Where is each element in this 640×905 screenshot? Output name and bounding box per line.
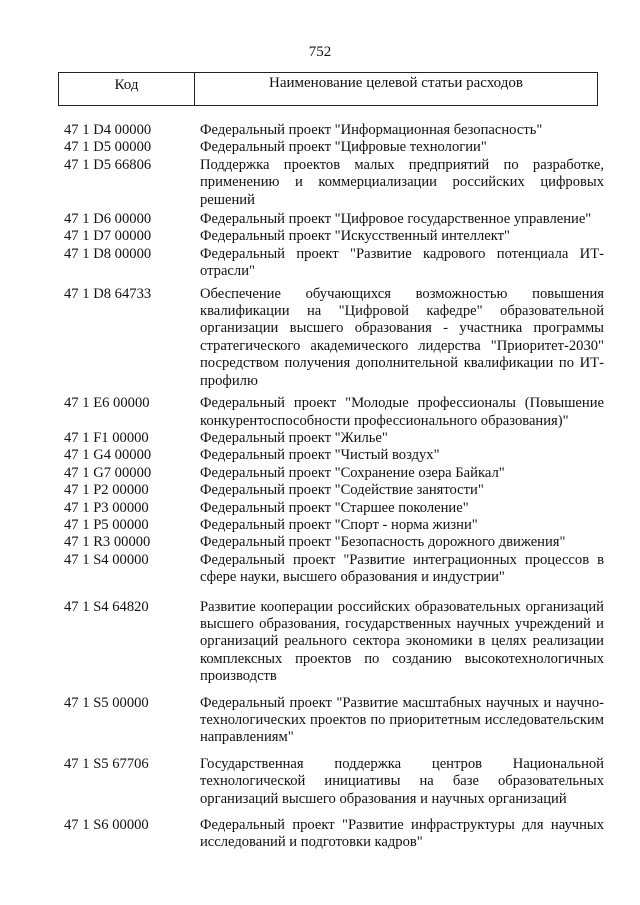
table-header (58, 72, 598, 106)
row-name: Федеральный проект "Развитие масштабных научных и научно-технологических проектов по приоритетным исследовательским направлениям" (200, 694, 604, 746)
row-name: Государственная поддержка центров Национальной технологической инициативы на базе образовательных организаций высшего образования и научных организаций (200, 755, 604, 807)
row-code: 47 1 D5 66806 (64, 156, 152, 173)
row-name: Федеральный проект "Старшее поколение" (200, 499, 469, 516)
table-row (60, 430, 604, 447)
table-row (60, 122, 604, 139)
row-code: 47 1 G7 00000 (64, 464, 152, 481)
row-code: 47 1 D7 00000 (64, 228, 152, 245)
row-name: Федеральный проект "Безопасность дорожного движения" (200, 534, 566, 551)
row-code: 47 1 P3 00000 (64, 499, 149, 516)
table-row (60, 756, 604, 808)
row-code: 47 1 D8 64733 (64, 285, 152, 302)
row-name: Федеральный проект "Искусственный интеллект" (200, 228, 511, 245)
row-code: 47 1 P5 00000 (64, 516, 149, 533)
row-code: 47 1 S5 67706 (64, 755, 149, 772)
row-name: Обеспечение обучающихся возможностью повышения квалификации на "Цифровой кафедре" образовательной организации высшего образования - участника программы стратегического академического лидерства "Приоритет-2030" посредством получения дополнительной квалификации по ИТ-профилю (200, 285, 604, 389)
table-row (60, 286, 604, 390)
table-row (60, 465, 604, 482)
row-name: Федеральный проект "Спорт - норма жизни" (200, 516, 478, 533)
table-row (60, 139, 604, 156)
row-name: Федеральный проект "Жилье" (200, 429, 388, 446)
table-row (60, 552, 604, 587)
row-name: Поддержка проектов малых предприятий по разработке, применению и коммерциализации российских цифровых решений (200, 156, 604, 208)
row-code: 47 1 S4 00000 (64, 551, 149, 568)
table-row (60, 534, 604, 551)
table-row (60, 517, 604, 534)
row-name: Федеральный проект "Молодые профессионалы (Повышение конкурентоспособности профессионального образования)" (200, 395, 604, 429)
page-number: 752 (308, 44, 332, 60)
row-code: 47 1 D6 00000 (64, 211, 152, 228)
row-name: Развитие кооперации российских образовательных организаций высшего образования, государственных научных учреждений и организаций реального сектора экономики в целях реализации комплексных проектов по созданию высокотехнологичных производств (200, 598, 604, 685)
row-code: 47 1 D8 00000 (64, 245, 152, 262)
table-row (60, 817, 604, 852)
row-name: Федеральный проект "Сохранение озера Байкал" (200, 464, 505, 481)
header-code: Код (59, 73, 195, 105)
row-code: 47 1 P2 00000 (64, 482, 149, 499)
row-name: Федеральный проект "Развитие инфраструктуры для научных исследований и подготовки кадров" (200, 817, 604, 851)
row-name: Федеральный проект "Информационная безопасность" (200, 122, 543, 138)
row-name: Федеральный проект "Развитие интеграционных процессов в сфере науки, высшего образования и индустрии" (200, 551, 604, 586)
table-row (60, 395, 604, 430)
row-code: 47 1 R3 00000 (64, 534, 151, 551)
row-code: 47 1 F1 00000 (64, 429, 149, 446)
table-row (60, 599, 604, 686)
row-name: Федеральный проект "Цифровое государственное управление" (200, 211, 592, 228)
table-row (60, 500, 604, 517)
table-body (60, 122, 604, 852)
table-row (60, 157, 604, 209)
row-code: 47 1 S6 00000 (64, 817, 149, 834)
row-code: 47 1 E6 00000 (64, 395, 150, 412)
row-code: 47 1 S5 00000 (64, 694, 149, 711)
table-row (60, 447, 604, 464)
row-name: Федеральный проект "Цифровые технологии" (200, 139, 487, 156)
row-name: Федеральный проект "Чистый воздух" (200, 447, 440, 464)
table-row (60, 228, 604, 245)
row-code: 47 1 S4 64820 (64, 598, 149, 615)
row-name: Федеральный проект "Содействие занятости" (200, 482, 484, 499)
table-row (60, 695, 604, 747)
table-row (60, 482, 604, 499)
row-code: 47 1 D4 00000 (64, 122, 152, 138)
row-code: 47 1 G4 00000 (64, 447, 152, 464)
row-name: Федеральный проект "Развитие кадрового потенциала ИТ-отрасли" (200, 245, 604, 280)
table-row (60, 211, 604, 228)
header-name: Наименование целевой статьи расходов (269, 75, 523, 91)
table-row (60, 246, 604, 281)
row-code: 47 1 D5 00000 (64, 139, 152, 156)
